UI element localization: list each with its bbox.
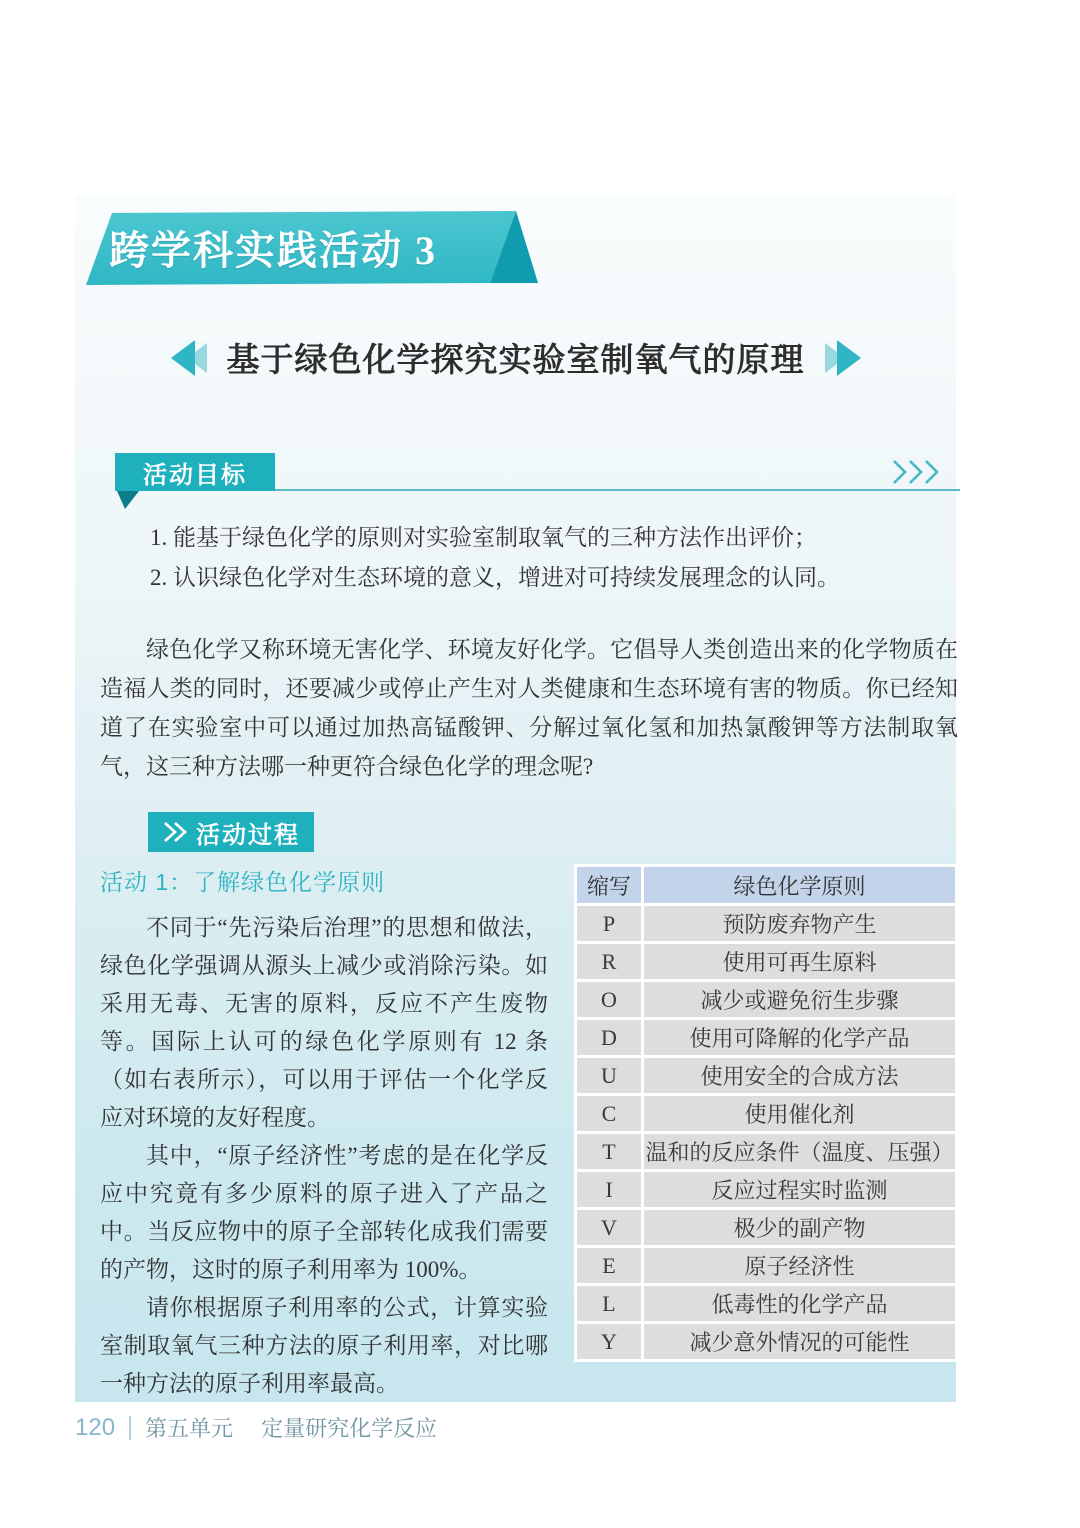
- principle-cell: 温和的反应条件（温度、压强）: [644, 1134, 955, 1169]
- title-row: [75, 334, 956, 381]
- goals-header-box: 活动目标: [115, 453, 275, 491]
- page-footer: [75, 1412, 437, 1443]
- table-row: [577, 1286, 955, 1321]
- abbr-cell: L: [577, 1286, 641, 1321]
- table-body: [577, 906, 955, 1359]
- principle-cell: 减少或避免衍生步骤: [644, 982, 955, 1017]
- principle-cell: 使用可再生原料: [644, 944, 955, 979]
- abbr-cell: T: [577, 1134, 641, 1169]
- abbr-cell: D: [577, 1020, 641, 1055]
- page-title: 基于绿色化学探究实验室制氧气的原理: [226, 341, 805, 378]
- table-row: [577, 1172, 955, 1207]
- principle-cell: 使用可降解的化学产品: [644, 1020, 955, 1055]
- unit-label: 第五单元: [145, 1416, 234, 1441]
- double-arrow-left-icon: [167, 338, 207, 378]
- table-row: [577, 1020, 955, 1055]
- abbr-cell: P: [577, 906, 641, 941]
- activity1-block: [100, 860, 958, 1403]
- activity1-paragraph: 其中，“原子经济性”考虑的是在化学反应中究竟有多少原料的原子进入了产品之中。当反应物中的原子全部转化成我们需要的产物，这时的原子利用率为 100%。: [100, 1143, 548, 1282]
- activity1-paragraph: 不同于“先污染后治理”的思想和做法，绿色化学强调从源头上减少或消除污染。如采用无毒、无害的原料，反应不产生废物等。国际上认可的绿色化学原则有 12 条（如右表所示），可以用于评估一个化学反应对环境的友好程度。: [100, 915, 548, 1130]
- double-chevron-icon: [162, 819, 188, 845]
- ribbon-fold-icon: [117, 491, 141, 511]
- table-row: [577, 1324, 955, 1359]
- principle-cell: 减少意外情况的可能性: [644, 1324, 955, 1359]
- abbr-cell: V: [577, 1210, 641, 1245]
- principle-column-header: 绿色化学原则: [644, 867, 955, 903]
- abbr-cell: O: [577, 982, 641, 1017]
- section-divider-line: [275, 489, 960, 491]
- table-row: [577, 1210, 955, 1245]
- principle-cell: 原子经济性: [644, 1248, 955, 1283]
- principle-cell: 使用安全的合成方法: [644, 1058, 955, 1093]
- chapter-label: 定量研究化学反应: [261, 1416, 438, 1441]
- abbr-column-header: 缩写: [577, 867, 641, 903]
- abbr-cell: I: [577, 1172, 641, 1207]
- banner-label: 跨学科实践活动 3: [109, 227, 437, 273]
- triple-chevron-icon: [892, 459, 944, 485]
- page-number: 120: [75, 1413, 116, 1441]
- table-row: [577, 982, 955, 1017]
- abbr-cell: Y: [577, 1324, 641, 1359]
- table-row: [577, 944, 955, 979]
- principles-table: [574, 864, 958, 1362]
- abbr-cell: E: [577, 1248, 641, 1283]
- principle-cell: 低毒性的化学产品: [644, 1286, 955, 1321]
- goals-section-header: [115, 453, 960, 493]
- footer-divider: [129, 1416, 131, 1440]
- goals-list: [150, 518, 950, 598]
- process-header-label: 活动过程: [196, 821, 300, 849]
- double-arrow-right-icon: [825, 338, 865, 378]
- principle-cell: 预防废弃物产生: [644, 906, 955, 941]
- principle-cell: 极少的副产物: [644, 1210, 955, 1245]
- table-row: [577, 1248, 955, 1283]
- goal-item: 1. 能基于绿色化学的原则对实验室制取氧气的三种方法作出评价；: [150, 525, 817, 550]
- activity1-paragraph: 请你根据原子利用率的公式，计算实验室制取氧气三种方法的原子利用率，对比哪一种方法的原子利用率最高。: [100, 1295, 548, 1396]
- activity1-title: 活动 1：了解绿色化学原则: [100, 869, 386, 895]
- abbr-cell: R: [577, 944, 641, 979]
- principle-cell: 使用催化剂: [644, 1096, 955, 1131]
- intro-paragraph: 绿色化学又称环境无害化学、环境友好化学。它倡导人类创造出来的化学物质在造福人类的同时，还要减少或停止产生对人类健康和生态环境有害的物质。你已经知道了在实验室中可以通过加热高锰酸钾、分解过氧化氢和加热氯酸钾等方法制取氧气，这三种方法哪一种更符合绿色化学的理念呢?: [100, 637, 958, 779]
- table-row: [577, 906, 955, 941]
- abbr-cell: C: [577, 1096, 641, 1131]
- abbr-cell: U: [577, 1058, 641, 1093]
- goal-item: 2. 认识绿色化学对生态环境的意义，增进对可持续发展理念的认同。: [150, 565, 840, 590]
- table-row: [577, 1096, 955, 1131]
- table-row: [577, 1134, 955, 1169]
- process-section-header: [148, 812, 314, 852]
- table-header-row: [577, 867, 955, 903]
- principle-cell: 反应过程实时监测: [644, 1172, 955, 1207]
- table-row: [577, 1058, 955, 1093]
